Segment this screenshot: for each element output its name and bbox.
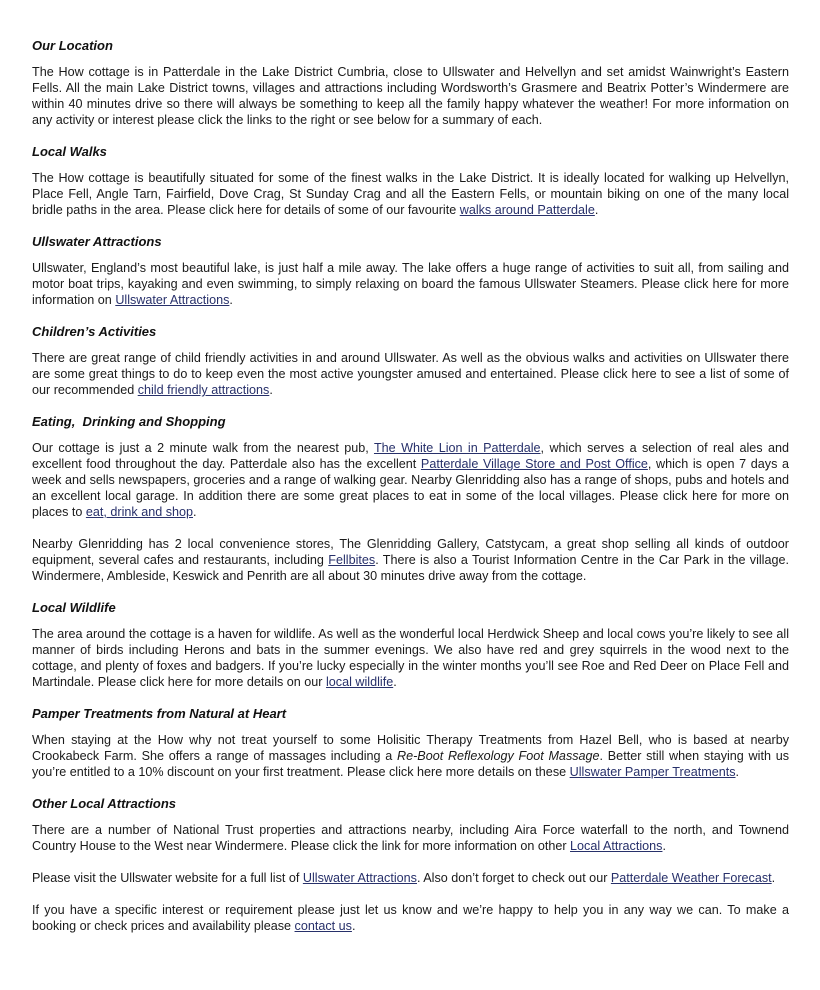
document-body: [32, 38, 789, 950]
section-paragraph: Nearby Glenridding has 2 local convenience stores, The Glenridding Gallery, Catstycam, a great shop selling all kinds of outdoor equipment, several cafes and restaurants, including Fellbites. There is also a Tourist Information Centre in the Car Park in the village. Windermere, Ambleside, Keswick and Penrith are all about 30 minutes drive away from the cottage.: [32, 537, 789, 583]
section-our-location: [32, 38, 789, 128]
section-paragraph: The area around the cottage is a haven for wildlife. As well as the wonderful local Herdwick Sheep and local cows you’re likely to see all manner of birds including Herons and bats in the summer evenings. We also have red and grey squirrels in the wood next to the cottage, and plenty of foxes and badgers. If you’re lucky especially in the winter months you’ll see Roe and Red Deer on Place Fell and Martindale. Please click here for more details on our local wildlife.: [32, 627, 789, 689]
section-paragraph: When staying at the How why not treat yourself to some Holisitic Therapy Treatments from Hazel Bell, who is based at nearby Crookabeck Farm. She offers a range of massages including a Re-Boot Reflexology Foot Massage. Better still when staying with us you’re entitled to a 10% discount on your first treatment. Please click here more details on these Ullswater Pamper Treatments.: [32, 733, 789, 779]
section-ullswater-attractions: [32, 234, 789, 308]
section-local-walks: [32, 144, 789, 218]
section-paragraph: There are great range of child friendly activities in and around Ullswater. As well as the obvious walks and activities on Ullswater there are some great things to do to keep even the most active youngster amused and entertained. Please click here to see a list of some of our recommended child friendly attractions.: [32, 351, 789, 397]
weather-forecast-link[interactable]: Patterdale Weather Forecast: [610, 871, 772, 885]
child-friendly-attractions-link[interactable]: child friendly attractions: [137, 383, 270, 397]
section-heading: Local Wildlife: [32, 600, 116, 615]
section-heading: Our Location: [32, 38, 113, 53]
section-paragraph: If you have a specific interest or requirement please just let us know and we’re happy to help you in any way we can. To make a booking or check prices and availability please contact us.: [32, 903, 789, 933]
local-wildlife-link[interactable]: local wildlife: [326, 675, 394, 689]
section-other-attractions: [32, 796, 789, 934]
section-local-wildlife: [32, 600, 789, 690]
section-paragraph: There are a number of National Trust properties and attractions nearby, including Aira Force waterfall to the north, and Townend Country House to the West near Windermere. Please click the link for more information on other Local Attractions.: [32, 823, 789, 853]
section-paragraph: Please visit the Ullswater website for a full list of Ullswater Attractions. Also don’t forget to check out our Patterdale Weather Forecast.: [32, 871, 776, 885]
ullswater-website-link[interactable]: Ullswater Attractions: [302, 871, 417, 885]
white-lion-link[interactable]: The White Lion in Patterdale: [373, 441, 541, 455]
section-heading: Eating, Drinking and Shopping: [32, 414, 226, 429]
contact-us-link[interactable]: contact us: [294, 919, 352, 933]
massage-name: Re-Boot Reflexology Foot Massage: [397, 749, 600, 763]
fellbites-link[interactable]: Fellbites: [328, 553, 376, 567]
eat-drink-shop-link[interactable]: eat, drink and shop: [85, 505, 194, 519]
pamper-treatments-link[interactable]: Ullswater Pamper Treatments: [569, 765, 736, 779]
section-paragraph: The How cottage is in Patterdale in the Lake District Cumbria, close to Ullswater and Helvellyn and set amidst Wainwright’s Eastern Fells. All the main Lake District towns, villages and attractions including Wordsworth’s Grasmere and Beatrix Potter’s Windermere are within 40 minutes drive so there will always be something to keep all the family happy whatever the weather! For more information on any activity or interest please click the links to the right or see below for a summary of each.: [32, 65, 789, 127]
section-pamper-treatments: [32, 706, 789, 780]
section-heading: Children’s Activities: [32, 324, 157, 339]
section-paragraph: Our cottage is just a 2 minute walk from the nearest pub, The White Lion in Patterdale, which serves a selection of real ales and excellent food throughout the day. Patterdale also has the excellent Patterdale Village Store and Post Office, which is open 7 days a week and sells newspapers, groceries and a range of walking gear. Nearby Glenridding also has a range of shops, pubs and hotels and an excellent local garage. In addition there are some great places to eat in some of the local villages. Please click here for more on places to eat, drink and shop.: [32, 441, 789, 519]
section-eating-drinking-shopping: [32, 414, 789, 584]
section-heading: Pamper Treatments from Natural at Heart: [32, 706, 287, 721]
walks-around-patterdale-link[interactable]: walks around Patterdale: [459, 203, 595, 217]
village-store-link[interactable]: Patterdale Village Store and Post Office: [420, 457, 648, 471]
section-paragraph: The How cottage is beautifully situated for some of the finest walks in the Lake District. It is ideally located for walking up Helvellyn, Place Fell, Angle Tarn, Fairfield, Dove Crag, St Sunday Crag and all the Eastern Fells, or mountain biking on one of the many local bridle paths in the area. Please click here for details of some of our favourite walks around Patterdale.: [32, 171, 789, 217]
section-childrens-activities: [32, 324, 789, 398]
section-heading: Other Local Attractions: [32, 796, 176, 811]
ullswater-attractions-link[interactable]: Ullswater Attractions: [115, 293, 230, 307]
section-heading: Local Walks: [32, 144, 107, 159]
section-paragraph: Ullswater, England’s most beautiful lake, is just half a mile away. The lake offers a huge range of activities to suit all, from sailing and motor boat trips, kayaking and even swimming, to simply relaxing on board the famous Ullswater Steamers. Please click here for more information on Ullswater Attractions.: [32, 261, 789, 307]
section-heading: Ullswater Attractions: [32, 234, 162, 249]
local-attractions-link[interactable]: Local Attractions: [570, 839, 663, 853]
